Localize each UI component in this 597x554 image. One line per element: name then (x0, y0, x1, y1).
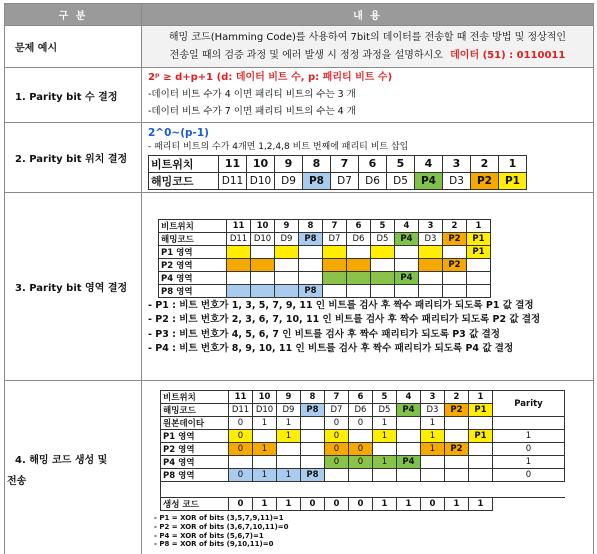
p2-cell (397, 443, 421, 456)
rule-p1: - P1 : 비트 번호가 1, 3, 5, 7, 9, 11 인 비트를 검사 후 짝수 패리티가 되도록 P1 값 결정 (148, 299, 534, 311)
empty-cell (371, 284, 395, 297)
rule-p3: - P3 : 비트 번호가 4, 5, 6, 7 인 비트를 검사 후 짝수 패리티가 되도록 P3 값 결정 (148, 328, 500, 340)
p8-area-cell (227, 284, 251, 297)
step3-code-row (159, 232, 491, 245)
p1-cell: 1 (277, 430, 301, 443)
header-category: 구 분 (5, 4, 142, 26)
step3-position-row (159, 219, 491, 232)
p2-cell: 0 (229, 443, 253, 456)
pos-cell: 3 (443, 155, 471, 172)
pos-cell: 11 (219, 155, 247, 172)
step1-formula: 2ᵖ ≥ d+p+1 (d: 데이터 비트 수, p: 패리티 비트 수) (148, 72, 393, 83)
orig-cell: 1 (253, 417, 277, 430)
empty-cell (227, 271, 251, 284)
orig-cell (469, 417, 493, 430)
empty-cell (371, 258, 395, 271)
p2-cell (301, 443, 325, 456)
xor-formulas (154, 514, 587, 548)
empty-cell (395, 245, 419, 258)
pos-cell: 9 (275, 155, 303, 172)
code-cell: D5 (371, 232, 395, 245)
code-cell-p8: P8 (299, 232, 323, 245)
row-label-step1: 1. Parity bit 수 결정 (5, 68, 142, 123)
step4-row-label: 생성 코드 (161, 498, 229, 511)
p2-cell: 0 (325, 443, 349, 456)
empty-cell (443, 284, 467, 297)
step3-row-label: 해밍코드 (159, 232, 227, 245)
step4-generated-row (161, 498, 565, 511)
empty-cell (323, 284, 347, 297)
empty-cell (347, 245, 371, 258)
orig-cell (445, 417, 469, 430)
p1-cell: 0 (229, 430, 253, 443)
spacer-cell (161, 482, 565, 498)
empty-cell (443, 245, 467, 258)
code-cell: D6 (359, 172, 387, 189)
code-cell: D11 (219, 172, 247, 189)
empty-cell (299, 245, 323, 258)
pos-cell: 8 (303, 155, 331, 172)
step2-position-row (149, 155, 527, 172)
step3-p4-row (159, 271, 491, 284)
row-step4 (5, 381, 594, 554)
p8-cell: 1 (277, 469, 301, 482)
row-step1 (5, 68, 594, 123)
gen-empty (493, 498, 565, 511)
parity-p8-value: 0 (493, 469, 565, 482)
step3-row-label: P4 영역 (159, 271, 227, 284)
code-cell-p1: P1 (499, 172, 527, 189)
empty-cell (395, 258, 419, 271)
code-cell: D5 (373, 404, 397, 417)
p1-cell: 0 (325, 430, 349, 443)
pos-cell: 3 (421, 391, 445, 404)
step4-row-label: 원본데이타 (161, 417, 229, 430)
example-line-2 (148, 47, 587, 65)
step2-formula: 2^0~(p-1) (148, 126, 209, 139)
step4-position-row (161, 391, 565, 404)
p1-area-cell (323, 245, 347, 258)
p4-area-cell (371, 271, 395, 284)
step2-desc: - 패리티 비트의 수가 4개면 1,2,4,8 비트 번째에 패리티 비트 삽입 (148, 141, 409, 152)
code-cell: D10 (253, 404, 277, 417)
code-cell: D5 (387, 172, 415, 189)
p2-area-cell (227, 258, 251, 271)
step1-line-2: -데이터 비트 수가 7 이면 패리티 비트의 수는 4 개 (148, 106, 356, 117)
p2-cell (277, 443, 301, 456)
parity-rules (148, 299, 587, 357)
pos-cell: 5 (371, 219, 395, 232)
p1-cell: 1 (421, 430, 445, 443)
p4-cell (253, 456, 277, 469)
p1-area-cell (419, 245, 443, 258)
step4-spacer-row (161, 482, 565, 498)
pos-cell: 11 (227, 219, 251, 232)
pos-cell: 1 (469, 391, 493, 404)
step3-row-label: P8 영역 (159, 284, 227, 297)
step3-row-label: P2 영역 (159, 258, 227, 271)
empty-cell (275, 271, 299, 284)
parity-p4-value: 1 (493, 456, 565, 469)
pos-cell: 11 (229, 391, 253, 404)
step1-line-1: -데이터 비트 수가 4 이면 패리티 비트의 수는 3 개 (148, 89, 356, 100)
p2-area-cell (251, 258, 275, 271)
pos-cell: 9 (275, 219, 299, 232)
code-cell: D11 (229, 404, 253, 417)
header-content: 내 용 (142, 4, 594, 26)
p4-cell (421, 456, 445, 469)
gen-cell: 0 (349, 498, 373, 511)
p4-cell (445, 456, 469, 469)
empty-cell (275, 258, 299, 271)
gen-cell: 0 (301, 498, 325, 511)
pos-cell: 6 (349, 391, 373, 404)
example-line-2-text: 전송일 때의 검증 과정 및 에러 발생 시 정정 과정을 설명하시오 (169, 49, 443, 61)
pos-cell: 6 (359, 155, 387, 172)
pos-cell: 8 (299, 219, 323, 232)
example-line-1: 해밍 코드(Hamming Code)를 사용하여 7bit의 데이터를 전송할 때 전송 방법 및 정상적인 (168, 31, 567, 43)
pos-cell: 1 (467, 219, 491, 232)
pos-cell: 5 (387, 155, 415, 172)
pos-cell: 10 (251, 219, 275, 232)
p1-area-cell (275, 245, 299, 258)
parity-p1-value: 1 (493, 430, 565, 443)
p8-cell (421, 469, 445, 482)
pos-cell: 10 (253, 391, 277, 404)
p2-marker: P2 (445, 443, 469, 456)
gen-cell: 1 (469, 498, 493, 511)
code-cell: D9 (275, 172, 303, 189)
pos-cell: 2 (471, 155, 499, 172)
p8-cell (445, 469, 469, 482)
p4-area-cell (323, 271, 347, 284)
code-cell: D3 (443, 172, 471, 189)
code-cell: D10 (247, 172, 275, 189)
code-cell: D9 (277, 404, 301, 417)
step4-content (142, 381, 594, 554)
gen-cell: 1 (397, 498, 421, 511)
code-cell: D9 (275, 232, 299, 245)
p1-marker: P1 (467, 245, 491, 258)
p4-cell (229, 456, 253, 469)
code-cell: D7 (325, 404, 349, 417)
empty-cell (467, 258, 491, 271)
empty-cell (467, 284, 491, 297)
step4-original-row (161, 417, 565, 430)
step2-content (142, 123, 594, 193)
code-cell-p2: P2 (445, 404, 469, 417)
example-data-value: 데이터 (51) : 0110011 (450, 49, 566, 61)
empty-cell (251, 271, 275, 284)
code-cell-p4: P4 (415, 172, 443, 189)
p2-area-cell (323, 258, 347, 271)
row-label-step3: 3. Parity bit 영역 결정 (5, 193, 142, 381)
code-cell: D3 (421, 404, 445, 417)
p8-cell (469, 469, 493, 482)
xor-p4: - P4 = XOR of bits (5,6,7)=1 (154, 531, 264, 540)
table-header (5, 4, 594, 26)
p1-cell (445, 430, 469, 443)
p4-marker: P4 (395, 271, 419, 284)
step4-row-label: 비트위치 (161, 391, 229, 404)
code-cell: D7 (323, 232, 347, 245)
step2-grid (148, 155, 527, 190)
p4-cell: 0 (349, 456, 373, 469)
code-cell-p8: P8 (303, 172, 331, 189)
code-cell-p2: P2 (443, 232, 467, 245)
p8-cell (397, 469, 421, 482)
row-label-step2: 2. Parity bit 위치 결정 (5, 123, 142, 193)
step4-p8-row (161, 469, 565, 482)
step3-p2-row (159, 258, 491, 271)
pos-cell: 4 (395, 219, 419, 232)
step1-content (142, 68, 594, 123)
example-text (142, 26, 594, 68)
xor-p2: - P2 = XOR of bits (3,6,7,10,11)=0 (154, 522, 289, 531)
gen-cell: 1 (445, 498, 469, 511)
code-cell-p4: P4 (395, 232, 419, 245)
pos-cell: 6 (347, 219, 371, 232)
step2-code-row (149, 172, 527, 189)
orig-cell (397, 417, 421, 430)
pos-cell: 7 (325, 391, 349, 404)
step4-row-label: P8 영역 (161, 469, 229, 482)
row-example (5, 26, 594, 68)
gen-cell: 1 (277, 498, 301, 511)
orig-cell: 0 (349, 417, 373, 430)
pos-cell: 5 (373, 391, 397, 404)
p4-cell: 0 (325, 456, 349, 469)
p8-area-cell (251, 284, 275, 297)
xor-p8: - P8 = XOR of bits (9,10,11)=0 (154, 540, 274, 549)
step4-row-label: P4 영역 (161, 456, 229, 469)
p1-cell (349, 430, 373, 443)
p1-area-cell (371, 245, 395, 258)
gen-cell: 0 (229, 498, 253, 511)
pos-cell: 7 (331, 155, 359, 172)
code-cell: D7 (331, 172, 359, 189)
code-cell-p2: P2 (471, 172, 499, 189)
step4-p1-row (161, 430, 565, 443)
code-cell-p1: P1 (469, 404, 493, 417)
gen-cell: 1 (373, 498, 397, 511)
step4-p4-row (161, 456, 565, 469)
xor-p1: - P1 = XOR of bits (3,5,7,9,11)=1 (154, 514, 284, 523)
step2-row-label: 해밍코드 (149, 172, 219, 189)
empty-cell (299, 271, 323, 284)
p8-marker: P8 (301, 469, 325, 482)
step3-grid (158, 219, 491, 298)
p1-cell (253, 430, 277, 443)
p8-cell (349, 469, 373, 482)
row-label-example: 문제 예시 (5, 26, 142, 68)
orig-cell (301, 417, 325, 430)
orig-cell: 1 (277, 417, 301, 430)
p2-marker: P2 (443, 258, 467, 271)
code-cell-p4: P4 (397, 404, 421, 417)
step4-row-label: P2 영역 (161, 443, 229, 456)
step3-p8-row (159, 284, 491, 297)
empty-cell (347, 284, 371, 297)
p8-cell: 1 (253, 469, 277, 482)
row-label-step4-line1: 4. 해밍 코드 생성 및 (15, 455, 108, 466)
empty-cell (419, 284, 443, 297)
orig-cell: 1 (373, 417, 397, 430)
p1-marker: P1 (469, 430, 493, 443)
row-label-step4-line2: 전송 (7, 476, 27, 487)
gen-cell: 0 (325, 498, 349, 511)
step3-row-label: P1 영역 (159, 245, 227, 258)
document (4, 3, 593, 553)
pos-cell: 7 (323, 219, 347, 232)
p1-area-cell (227, 245, 251, 258)
empty-cell (251, 245, 275, 258)
step3-p1-row (159, 245, 491, 258)
pos-cell: 10 (247, 155, 275, 172)
empty-cell (395, 284, 419, 297)
pos-cell: 3 (419, 219, 443, 232)
step3-content (142, 193, 594, 381)
p8-cell (373, 469, 397, 482)
orig-cell: 0 (325, 417, 349, 430)
parity-p2-value: 0 (493, 443, 565, 456)
pos-cell: 9 (277, 391, 301, 404)
orig-cell: 0 (229, 417, 253, 430)
row-step3 (5, 193, 594, 381)
p8-cell: 0 (229, 469, 253, 482)
p1-cell (301, 430, 325, 443)
p4-marker: P4 (397, 456, 421, 469)
p4-cell (301, 456, 325, 469)
p4-area-cell (347, 271, 371, 284)
p2-cell (469, 443, 493, 456)
empty-cell (299, 258, 323, 271)
gen-cell: 0 (421, 498, 445, 511)
code-cell: D6 (347, 232, 371, 245)
p4-cell (469, 456, 493, 469)
step4-p2-row (161, 443, 565, 456)
step2-row-label: 비트위치 (149, 155, 219, 172)
orig-cell: 1 (421, 417, 445, 430)
step4-row-label: 해밍코드 (161, 404, 229, 417)
rule-p2: - P2 : 비트 번호가 2, 3, 6, 7, 10, 11 인 비트를 검사 후 짝수 패리티가 되도록 P2 값 결정 (148, 314, 541, 325)
code-cell: D3 (419, 232, 443, 245)
code-cell-p8: P8 (301, 404, 325, 417)
rule-p4: - P4 : 비트 번호가 8, 9, 10, 11 인 비트를 검사 후 짝수 패리티가 되도록 P4 값 결정 (148, 343, 514, 354)
p8-area-cell (275, 284, 299, 297)
empty-cell (443, 271, 467, 284)
p2-area-cell (419, 258, 443, 271)
hamming-code-table (4, 3, 594, 554)
p2-cell: 1 (253, 443, 277, 456)
p2-cell (373, 443, 397, 456)
pos-cell: 2 (445, 391, 469, 404)
code-cell-p1: P1 (467, 232, 491, 245)
pos-cell: 1 (499, 155, 527, 172)
p4-cell: 1 (373, 456, 397, 469)
row-step2 (5, 123, 594, 193)
step4-row-label: P1 영역 (161, 430, 229, 443)
step3-row-label: 비트위치 (159, 219, 227, 232)
p4-cell (277, 456, 301, 469)
parity-header: Parity (493, 391, 565, 417)
step4-grid (160, 390, 565, 511)
p1-cell: 1 (373, 430, 397, 443)
code-cell: D10 (251, 232, 275, 245)
pos-cell: 8 (301, 391, 325, 404)
p8-cell (325, 469, 349, 482)
parity-empty (493, 417, 565, 430)
row-label-step4 (5, 381, 142, 554)
pos-cell: 4 (397, 391, 421, 404)
code-cell: D11 (227, 232, 251, 245)
p2-cell: 0 (349, 443, 373, 456)
pos-cell: 2 (443, 219, 467, 232)
p2-area-cell (347, 258, 371, 271)
p1-cell (397, 430, 421, 443)
p8-marker: P8 (299, 284, 323, 297)
empty-cell (419, 271, 443, 284)
gen-cell: 1 (253, 498, 277, 511)
pos-cell: 4 (415, 155, 443, 172)
code-cell: D6 (349, 404, 373, 417)
empty-cell (467, 271, 491, 284)
p2-cell: 1 (421, 443, 445, 456)
